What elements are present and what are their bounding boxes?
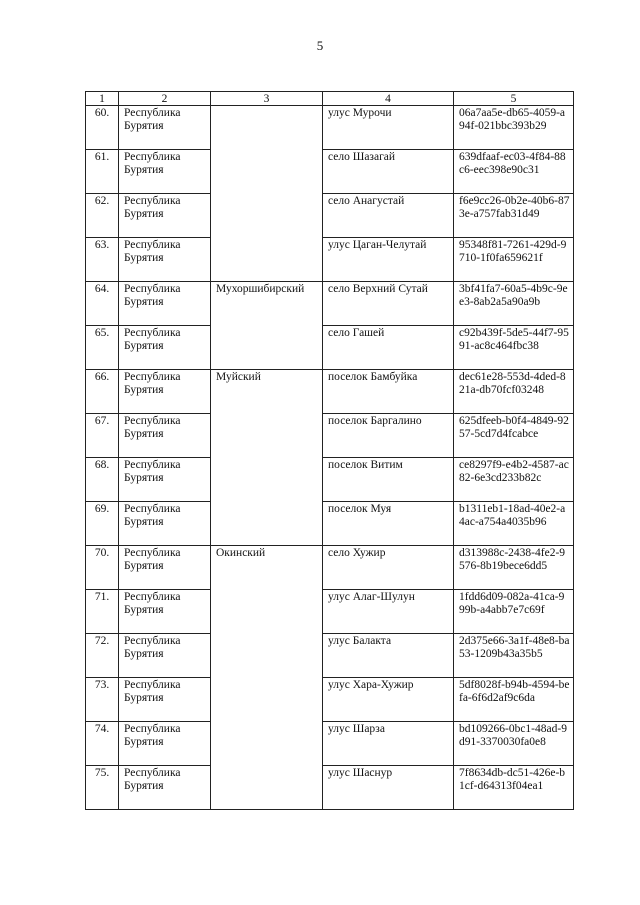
locality-cell: улус Алаг-Шулун [323, 590, 454, 634]
district-cell: Муйский [211, 370, 323, 546]
row-number: 70. [86, 546, 119, 590]
table-row [86, 766, 574, 810]
district-cell: Окинский [211, 546, 323, 810]
region-cell: Республика Бурятия [119, 150, 211, 194]
row-number: 67. [86, 414, 119, 458]
locality-cell: село Анагустай [323, 194, 454, 238]
locality-cell: поселок Баргалино [323, 414, 454, 458]
column-header-5: 5 [454, 92, 574, 106]
identifier-cell: 5df8028f-b94b-4594-befa-6f6d2af9c6da [454, 678, 574, 722]
identifier-cell: 639dfaaf-ec03-4f84-88c6-eec398e90c31 [454, 150, 574, 194]
region-cell: Республика Бурятия [119, 722, 211, 766]
table-row [86, 238, 574, 282]
locality-cell: село Гашей [323, 326, 454, 370]
table-row [86, 722, 574, 766]
table-row [86, 634, 574, 678]
region-cell: Республика Бурятия [119, 326, 211, 370]
district-cell [211, 106, 323, 282]
locality-cell: село Хужир [323, 546, 454, 590]
region-cell: Республика Бурятия [119, 370, 211, 414]
table-row [86, 546, 574, 590]
column-header-2: 2 [119, 92, 211, 106]
table-row [86, 282, 574, 326]
locality-cell: улус Хара-Хужир [323, 678, 454, 722]
locality-cell: поселок Муя [323, 502, 454, 546]
table-row [86, 370, 574, 414]
identifier-cell: 3bf41fa7-60a5-4b9c-9ee3-8ab2a5a90a9b [454, 282, 574, 326]
table-row [86, 106, 574, 150]
locality-cell: поселок Витим [323, 458, 454, 502]
column-header-3: 3 [211, 92, 323, 106]
table-row [86, 150, 574, 194]
locality-cell: улус Балакта [323, 634, 454, 678]
table-row [86, 194, 574, 238]
table-header-row [86, 92, 574, 106]
locality-cell: улус Цаган-Челутай [323, 238, 454, 282]
region-cell: Республика Бурятия [119, 458, 211, 502]
row-number: 69. [86, 502, 119, 546]
region-cell: Республика Бурятия [119, 282, 211, 326]
identifier-cell: 1fdd6d09-082a-41ca-999b-a4abb7e7c69f [454, 590, 574, 634]
settlements-table [85, 91, 574, 810]
region-cell: Республика Бурятия [119, 194, 211, 238]
identifier-cell: 95348f81-7261-429d-9710-1f0fa659621f [454, 238, 574, 282]
table-row [86, 678, 574, 722]
row-number: 61. [86, 150, 119, 194]
locality-cell: улус Шаснур [323, 766, 454, 810]
row-number: 62. [86, 194, 119, 238]
region-cell: Республика Бурятия [119, 634, 211, 678]
identifier-cell: 7f8634db-dc51-426e-b1cf-d64313f04ea1 [454, 766, 574, 810]
region-cell: Республика Бурятия [119, 238, 211, 282]
column-header-1: 1 [86, 92, 119, 106]
identifier-cell: c92b439f-5de5-44f7-9591-ac8c464fbc38 [454, 326, 574, 370]
row-number: 74. [86, 722, 119, 766]
identifier-cell: 06a7aa5e-db65-4059-a94f-021bbc393b29 [454, 106, 574, 150]
identifier-cell: f6e9cc26-0b2e-40b6-873e-a757fab31d49 [454, 194, 574, 238]
locality-cell: поселок Бамбуйка [323, 370, 454, 414]
region-cell: Республика Бурятия [119, 678, 211, 722]
locality-cell: село Верхний Сутай [323, 282, 454, 326]
region-cell: Республика Бурятия [119, 546, 211, 590]
region-cell: Республика Бурятия [119, 502, 211, 546]
table-row [86, 458, 574, 502]
table-body [86, 106, 574, 810]
locality-cell: село Шазагай [323, 150, 454, 194]
page-number: 5 [316, 38, 324, 53]
row-number: 75. [86, 766, 119, 810]
identifier-cell: ce8297f9-e4b2-4587-ac82-6e3cd233b82c [454, 458, 574, 502]
region-cell: Республика Бурятия [119, 590, 211, 634]
row-number: 65. [86, 326, 119, 370]
row-number: 66. [86, 370, 119, 414]
locality-cell: улус Шарза [323, 722, 454, 766]
row-number: 68. [86, 458, 119, 502]
table-row [86, 326, 574, 370]
row-number: 64. [86, 282, 119, 326]
identifier-cell: b1311eb1-18ad-40e2-a4ac-a754a4035b96 [454, 502, 574, 546]
identifier-cell: 625dfeeb-b0f4-4849-9257-5cd7d4fcabce [454, 414, 574, 458]
table-row [86, 414, 574, 458]
row-number: 73. [86, 678, 119, 722]
row-number: 71. [86, 590, 119, 634]
identifier-cell: 2d375e66-3a1f-48e8-ba53-1209b43a35b5 [454, 634, 574, 678]
district-cell: Мухоршибирский [211, 282, 323, 370]
region-cell: Республика Бурятия [119, 766, 211, 810]
region-cell: Республика Бурятия [119, 414, 211, 458]
table-row [86, 590, 574, 634]
region-cell: Республика Бурятия [119, 106, 211, 150]
locality-cell: улус Мурочи [323, 106, 454, 150]
table-row [86, 502, 574, 546]
identifier-cell: bd109266-0bc1-48ad-9d91-3370030fa0e8 [454, 722, 574, 766]
identifier-cell: d313988c-2438-4fe2-9576-8b19bece6dd5 [454, 546, 574, 590]
row-number: 63. [86, 238, 119, 282]
row-number: 60. [86, 106, 119, 150]
row-number: 72. [86, 634, 119, 678]
identifier-cell: dec61e28-553d-4ded-821a-db70fcf03248 [454, 370, 574, 414]
column-header-4: 4 [323, 92, 454, 106]
